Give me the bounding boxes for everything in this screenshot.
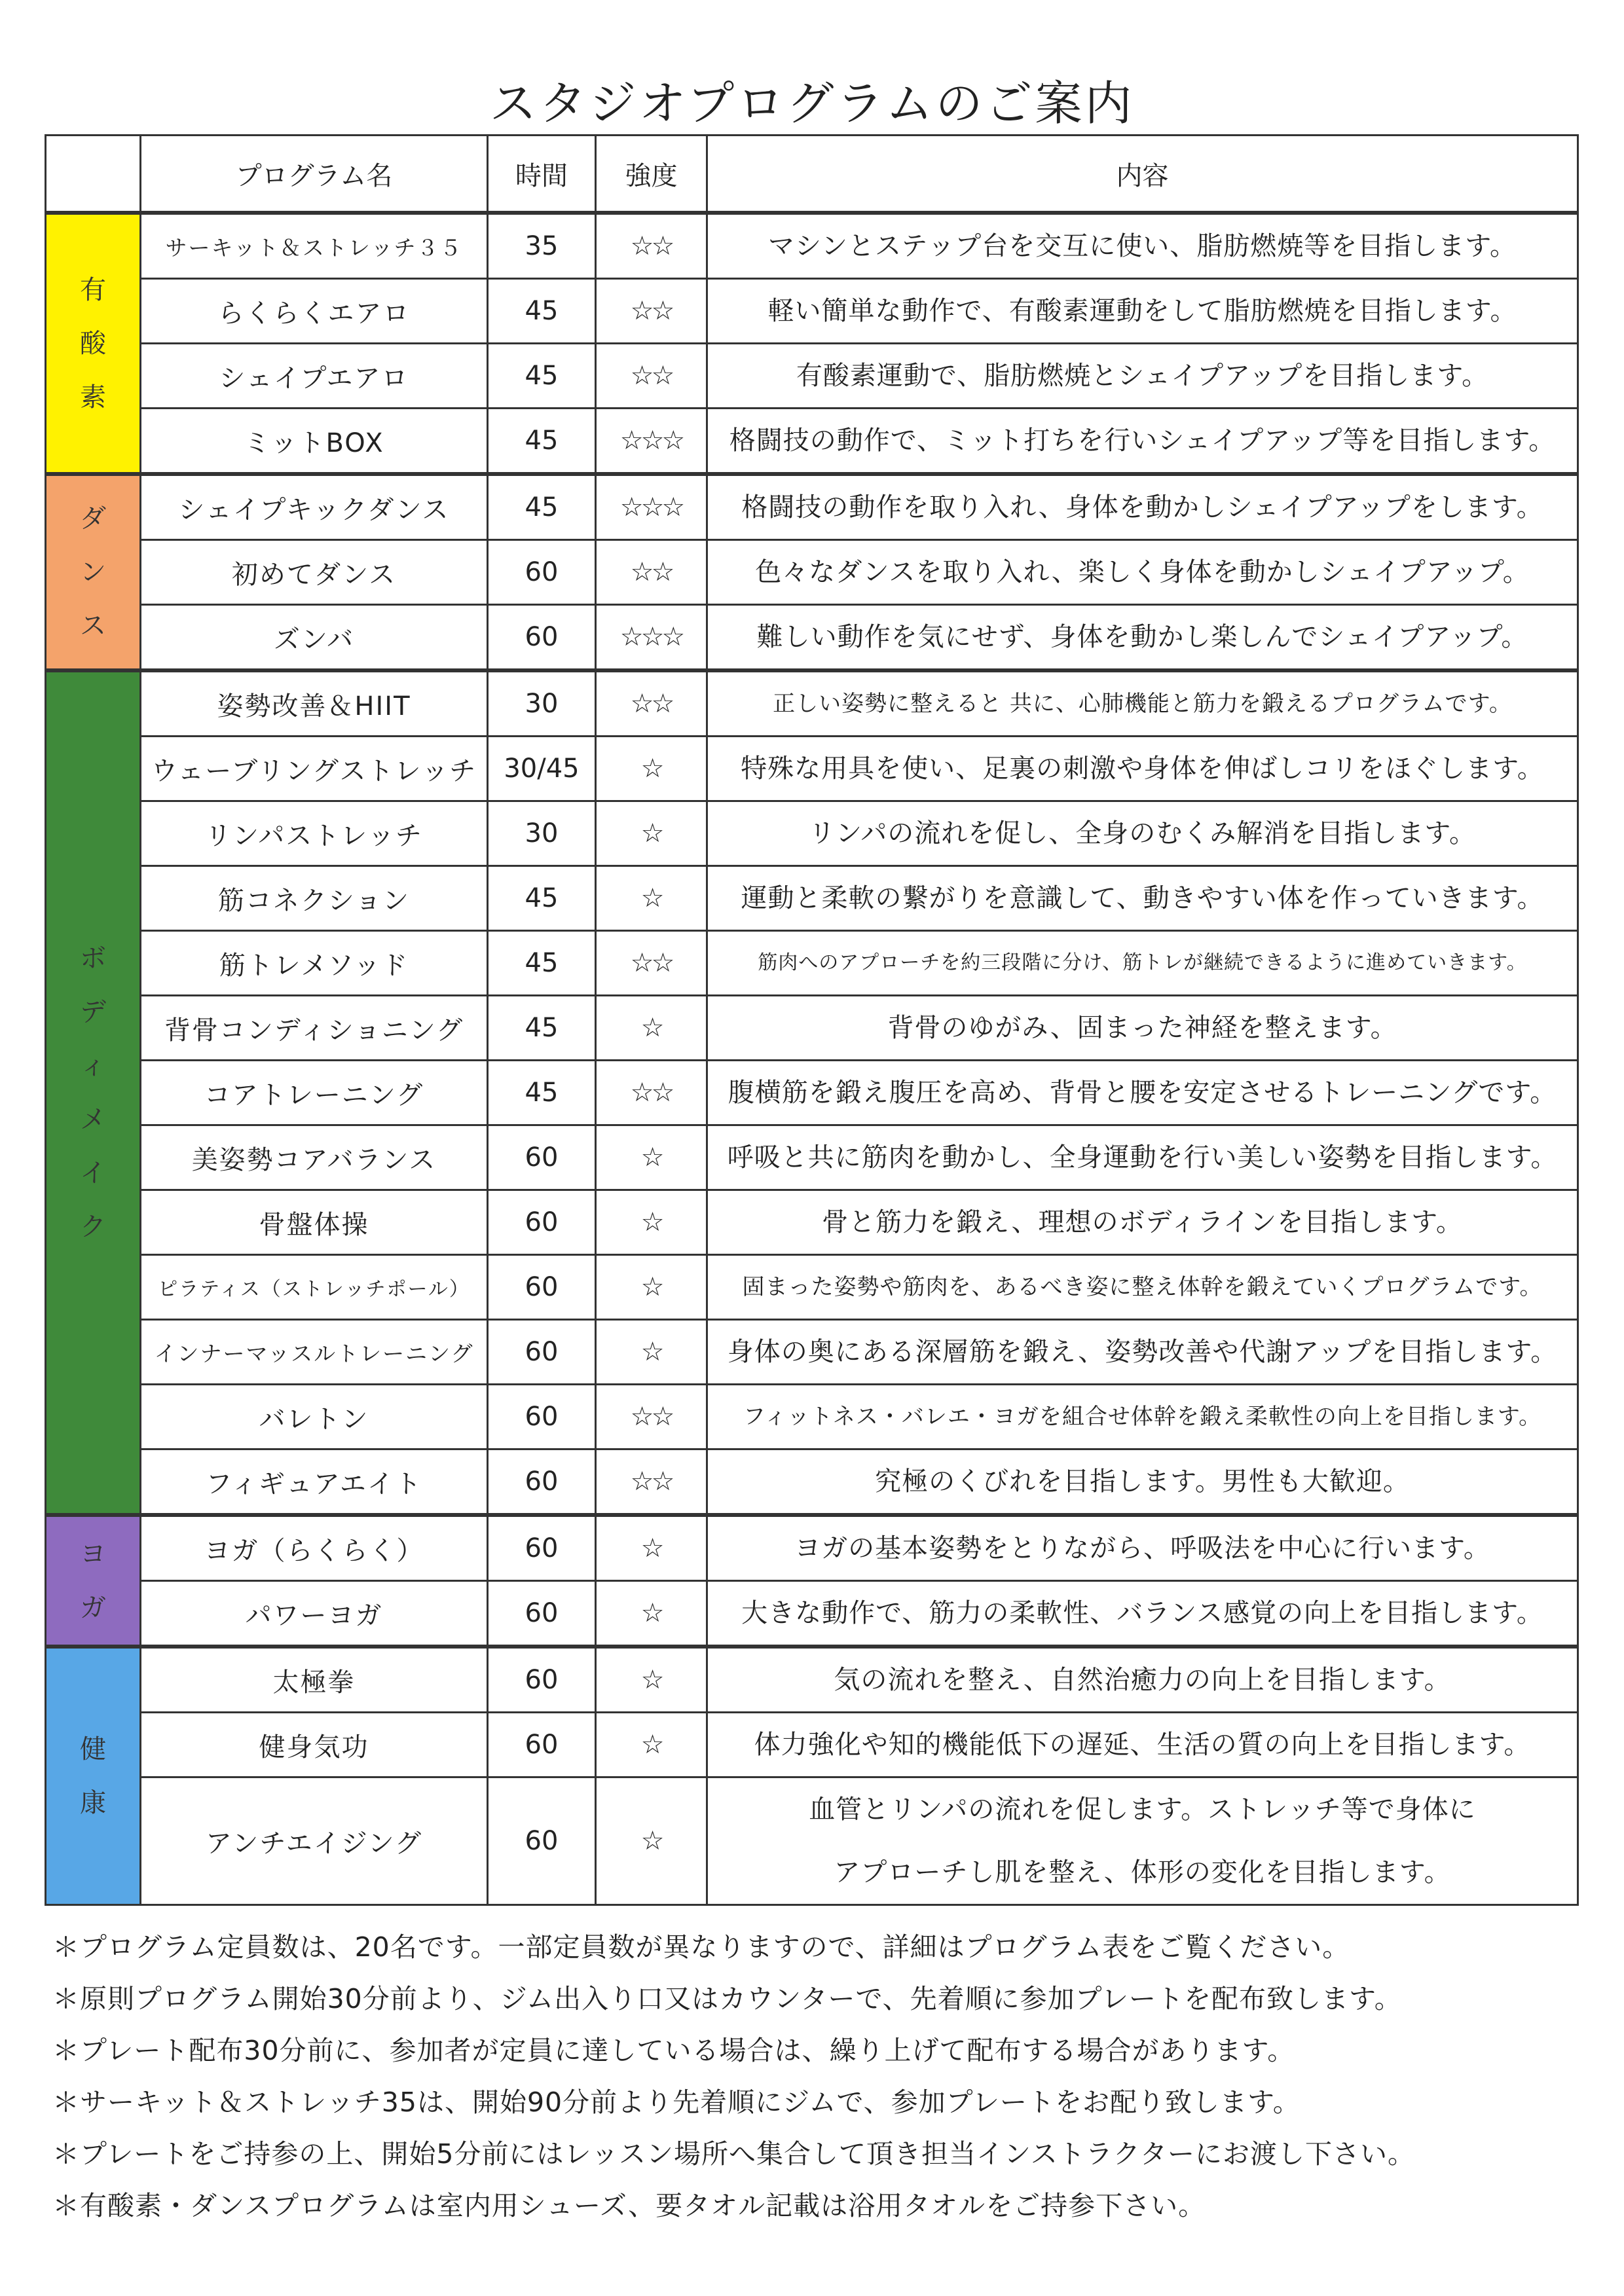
program-name: ズンバ — [141, 605, 488, 671]
program-name: 筋コネクション — [141, 866, 488, 931]
note-item: ＊プレート配布30分前に、参加者が定員に達している場合は、繰り上げて配布する場合があります。 — [52, 2035, 1295, 2066]
note-item: ＊プログラム定員数は、20名です。一部定員数が異なりますので、詳細はプログラム表をご覧ください。 — [52, 1931, 1350, 1963]
table-header-row — [46, 136, 1578, 213]
program-description — [707, 213, 1578, 279]
program-name: ウェーブリングストレッチ — [141, 737, 488, 801]
program-time: 45 — [488, 474, 596, 540]
category-char: ガ — [80, 1592, 106, 1623]
program-name: リンパストレッチ — [141, 801, 488, 866]
description-line: 大きな動作で、筋力の柔軟性、バランス感覚の向上を目指します。 — [741, 1598, 1543, 1628]
program-description — [707, 1061, 1578, 1125]
program-intensity: ☆ — [596, 1125, 707, 1190]
note-item: ＊プレートをご持参の上、開始5分前にはレッスン場所へ集合して頂き担当インストラクターにお渡し下さい。 — [52, 2138, 1415, 2170]
table-row — [46, 1647, 1578, 1713]
program-intensity: ☆ — [596, 1581, 707, 1647]
table-row — [46, 1320, 1578, 1385]
program-time: 60 — [488, 605, 596, 671]
table-row — [46, 279, 1578, 344]
category-label — [46, 474, 141, 670]
program-description — [707, 540, 1578, 605]
table-row — [46, 1515, 1578, 1581]
table-row — [46, 1061, 1578, 1125]
program-time: 60 — [488, 1190, 596, 1255]
description-line: 背骨のゆがみ、固まった神経を整えます。 — [887, 1013, 1397, 1043]
table-row — [46, 1713, 1578, 1777]
table-row — [46, 1581, 1578, 1647]
program-description — [707, 1255, 1578, 1320]
category-label — [46, 1647, 141, 1905]
description-line: 身体の奥にある深層筋を鍛え、姿勢改善や代謝アップを目指します。 — [727, 1337, 1558, 1367]
category-char: メ — [80, 1104, 106, 1135]
program-intensity: ☆ — [596, 866, 707, 931]
program-time: 60 — [488, 1647, 596, 1713]
program-intensity: ☆ — [596, 1190, 707, 1255]
program-intensity: ☆☆ — [596, 670, 707, 737]
program-intensity: ☆☆☆ — [596, 474, 707, 540]
category-char: 酸 — [80, 328, 106, 359]
program-name: インナーマッスルトレーニング — [141, 1320, 488, 1385]
program-name: ヨガ（らくらく） — [141, 1515, 488, 1581]
program-name: ミットBOX — [141, 409, 488, 475]
program-name: 姿勢改善＆HIIT — [141, 670, 488, 737]
program-description — [707, 279, 1578, 344]
program-description — [707, 344, 1578, 409]
header-category — [46, 136, 141, 213]
program-time: 45 — [488, 344, 596, 409]
category-char: ィ — [80, 1051, 106, 1081]
program-time: 60 — [488, 1385, 596, 1449]
program-name: 美姿勢コアバランス — [141, 1125, 488, 1190]
description-line: リンパの流れを促し、全身のむくみ解消を目指します。 — [809, 818, 1476, 848]
category-char: ス — [80, 611, 106, 641]
program-name: バレトン — [141, 1385, 488, 1449]
program-name: サーキット＆ストレッチ３５ — [141, 213, 488, 279]
description-line: 血管とリンパの流れを促します。ストレッチ等で身体に — [809, 1795, 1476, 1825]
table-row — [46, 1449, 1578, 1516]
program-time: 60 — [488, 1713, 596, 1777]
program-time: 60 — [488, 1449, 596, 1516]
description-line: 筋肉へのアプローチを約三段階に分け、筋トレが継続できるように進めていきます。 — [758, 951, 1527, 974]
program-intensity: ☆☆ — [596, 279, 707, 344]
program-intensity: ☆ — [596, 1320, 707, 1385]
program-intensity: ☆☆ — [596, 1449, 707, 1516]
program-name: ピラティス（ストレッチポール） — [141, 1255, 488, 1320]
program-name: シェイプキックダンス — [141, 474, 488, 540]
description-line: 格闘技の動作を取り入れ、身体を動かしシェイプアップをします。 — [741, 492, 1543, 522]
page-title: スタジオプログラムのご案内 — [489, 76, 1135, 131]
note-item: ＊サーキット＆ストレッチ35は、開始90分前より先着順にジムで、参加プレートをお配り致します。 — [52, 2086, 1301, 2118]
table-row — [46, 931, 1578, 996]
header-intensity: 強度 — [596, 136, 707, 213]
program-time: 60 — [488, 1320, 596, 1385]
table-row — [46, 213, 1578, 279]
program-intensity: ☆☆☆ — [596, 605, 707, 671]
program-name: フィギュアエイト — [141, 1449, 488, 1516]
program-intensity: ☆☆ — [596, 1385, 707, 1449]
program-name: 健身気功 — [141, 1713, 488, 1777]
note-item: ＊原則プログラム開始30分前より、ジム出入り口又はカウンターで、先着順に参加プレートを配布致します。 — [52, 1983, 1402, 2014]
category-label — [46, 670, 141, 1515]
program-description — [707, 1713, 1578, 1777]
table-row — [46, 1385, 1578, 1449]
program-time: 45 — [488, 931, 596, 996]
category-char: 康 — [80, 1788, 106, 1818]
program-name: パワーヨガ — [141, 1581, 488, 1647]
category-char: ボ — [80, 943, 106, 974]
program-description — [707, 670, 1578, 737]
description-line: 難しい動作を気にせず、身体を動かし楽しんでシェイプアップ。 — [756, 622, 1528, 652]
category-char: ン — [80, 557, 106, 587]
program-description — [707, 996, 1578, 1061]
table-row — [46, 474, 1578, 540]
table-row — [46, 1190, 1578, 1255]
program-time: 60 — [488, 1515, 596, 1581]
program-description — [707, 866, 1578, 931]
description-line: 有酸素運動で、脂肪燃焼とシェイプアップを目指します。 — [796, 361, 1489, 391]
program-time: 45 — [488, 1061, 596, 1125]
program-description — [707, 1647, 1578, 1713]
program-time: 30 — [488, 670, 596, 737]
table-row — [46, 996, 1578, 1061]
category-char: ヨ — [80, 1539, 106, 1569]
program-name: らくらくエアロ — [141, 279, 488, 344]
program-description — [707, 1320, 1578, 1385]
note-item: ＊有酸素・ダンスプログラムは室内用シューズ、要タオル記載は浴用タオルをご持参下さい。 — [52, 2190, 1206, 2221]
description-line: アプローチし肌を整え、体形の変化を目指します。 — [834, 1857, 1451, 1887]
table-row — [46, 801, 1578, 866]
table-row — [46, 737, 1578, 801]
program-intensity: ☆☆ — [596, 931, 707, 996]
program-intensity: ☆☆ — [596, 1061, 707, 1125]
description-line: 運動と柔軟の繋がりを意識して、動きやすい体を作っていきます。 — [741, 883, 1544, 913]
description-line: ヨガの基本姿勢をとりながら、呼吸法を中心に行います。 — [794, 1533, 1490, 1563]
program-intensity: ☆ — [596, 1713, 707, 1777]
description-line: 固まった姿勢や筋肉を、あるべき姿に整え体幹を鍛えていくプログラムです。 — [742, 1274, 1543, 1300]
description-line: 色々なダンスを取り入れ、楽しく身体を動かしシェイプアップ。 — [755, 557, 1530, 587]
program-intensity: ☆ — [596, 801, 707, 866]
program-time: 60 — [488, 1581, 596, 1647]
program-description — [707, 931, 1578, 996]
program-intensity: ☆ — [596, 1647, 707, 1713]
program-table — [45, 134, 1579, 1906]
description-line: 軽い簡単な動作で、有酸素運動をして脂肪燃焼を目指します。 — [767, 296, 1517, 326]
program-name: 骨盤体操 — [141, 1190, 488, 1255]
program-intensity: ☆ — [596, 996, 707, 1061]
table-body — [46, 213, 1578, 1905]
program-name: 背骨コンディショニング — [141, 996, 488, 1061]
description-line: 腹横筋を鍛え腹圧を高め、背骨と腰を安定させるトレーニングです。 — [728, 1078, 1557, 1108]
program-intensity: ☆☆ — [596, 344, 707, 409]
category-char: 素 — [80, 382, 106, 412]
description-line: マシンとステップ台を交互に使い、脂肪燃焼等を目指します。 — [768, 231, 1517, 261]
program-time: 60 — [488, 1255, 596, 1320]
program-time: 60 — [488, 1125, 596, 1190]
table-row — [46, 540, 1578, 605]
header-time: 時間 — [488, 136, 596, 213]
program-name: 太極拳 — [141, 1647, 488, 1713]
description-line: 気の流れを整え、自然治癒力の向上を目指します。 — [834, 1665, 1451, 1695]
program-time: 45 — [488, 279, 596, 344]
program-description — [707, 1515, 1578, 1581]
program-description — [707, 801, 1578, 866]
program-intensity: ☆ — [596, 737, 707, 801]
program-intensity: ☆ — [596, 1777, 707, 1905]
program-intensity: ☆ — [596, 1255, 707, 1320]
category-char: イ — [80, 1158, 106, 1188]
category-char: 有 — [80, 274, 106, 305]
program-time: 30 — [488, 801, 596, 866]
table-row — [46, 670, 1578, 737]
description-line: 究極のくびれを目指します。男性も大歓迎。 — [875, 1467, 1410, 1497]
category-char: ダ — [80, 503, 106, 534]
table-row — [46, 344, 1578, 409]
program-name: 筋トレメソッド — [141, 931, 488, 996]
program-time: 60 — [488, 540, 596, 605]
program-intensity: ☆ — [596, 1515, 707, 1581]
category-char: デ — [80, 997, 106, 1027]
notes-section — [52, 1922, 1585, 2232]
program-time: 35 — [488, 213, 596, 279]
description-line: 格闘技の動作で、ミット打ちを行いシェイプアップ等を目指します。 — [729, 426, 1556, 456]
program-intensity: ☆☆ — [596, 540, 707, 605]
description-line: 正しい姿勢に整えると 共に、心肺機能と筋力を鍛えるプログラムです。 — [773, 691, 1512, 717]
program-description — [707, 1385, 1578, 1449]
program-description — [707, 1777, 1578, 1905]
table-row — [46, 1777, 1578, 1905]
header-content: 内容 — [707, 136, 1578, 213]
program-description — [707, 1125, 1578, 1190]
program-name: シェイプエアロ — [141, 344, 488, 409]
program-name: アンチエイジング — [141, 1777, 488, 1905]
table-row — [46, 866, 1578, 931]
table-row — [46, 1255, 1578, 1320]
program-description — [707, 1581, 1578, 1647]
table-row — [46, 1125, 1578, 1190]
category-char: 健 — [80, 1734, 106, 1764]
description-line: 体力強化や知的機能低下の遅延、生活の質の向上を目指します。 — [754, 1730, 1531, 1760]
program-name: 初めてダンス — [141, 540, 488, 605]
category-char: ク — [80, 1212, 106, 1242]
program-description — [707, 1449, 1578, 1516]
program-intensity: ☆☆☆ — [596, 409, 707, 475]
category-label — [46, 213, 141, 474]
description-line: 骨と筋力を鍛え、理想のボディラインを目指します。 — [822, 1207, 1463, 1237]
description-line: フィットネス・バレエ・ヨガを組合せ体幹を鍛え柔軟性の向上を目指します。 — [743, 1404, 1542, 1430]
program-time: 30/45 — [488, 737, 596, 801]
program-name: コアトレーニング — [141, 1061, 488, 1125]
description-line: 特殊な用具を使い、足裏の刺激や身体を伸ばしコリをほぐします。 — [741, 754, 1544, 784]
program-description — [707, 605, 1578, 671]
header-name: プログラム名 — [141, 136, 488, 213]
table-row — [46, 605, 1578, 671]
program-description — [707, 474, 1578, 540]
program-time: 45 — [488, 866, 596, 931]
program-time: 45 — [488, 409, 596, 475]
program-intensity: ☆☆ — [596, 213, 707, 279]
program-description — [707, 1190, 1578, 1255]
program-time: 60 — [488, 1777, 596, 1905]
description-line: 呼吸と共に筋肉を動かし、全身運動を行い美しい姿勢を目指します。 — [727, 1142, 1558, 1173]
program-description — [707, 737, 1578, 801]
program-description — [707, 409, 1578, 475]
program-time: 45 — [488, 996, 596, 1061]
category-label — [46, 1515, 141, 1647]
table-row — [46, 409, 1578, 475]
